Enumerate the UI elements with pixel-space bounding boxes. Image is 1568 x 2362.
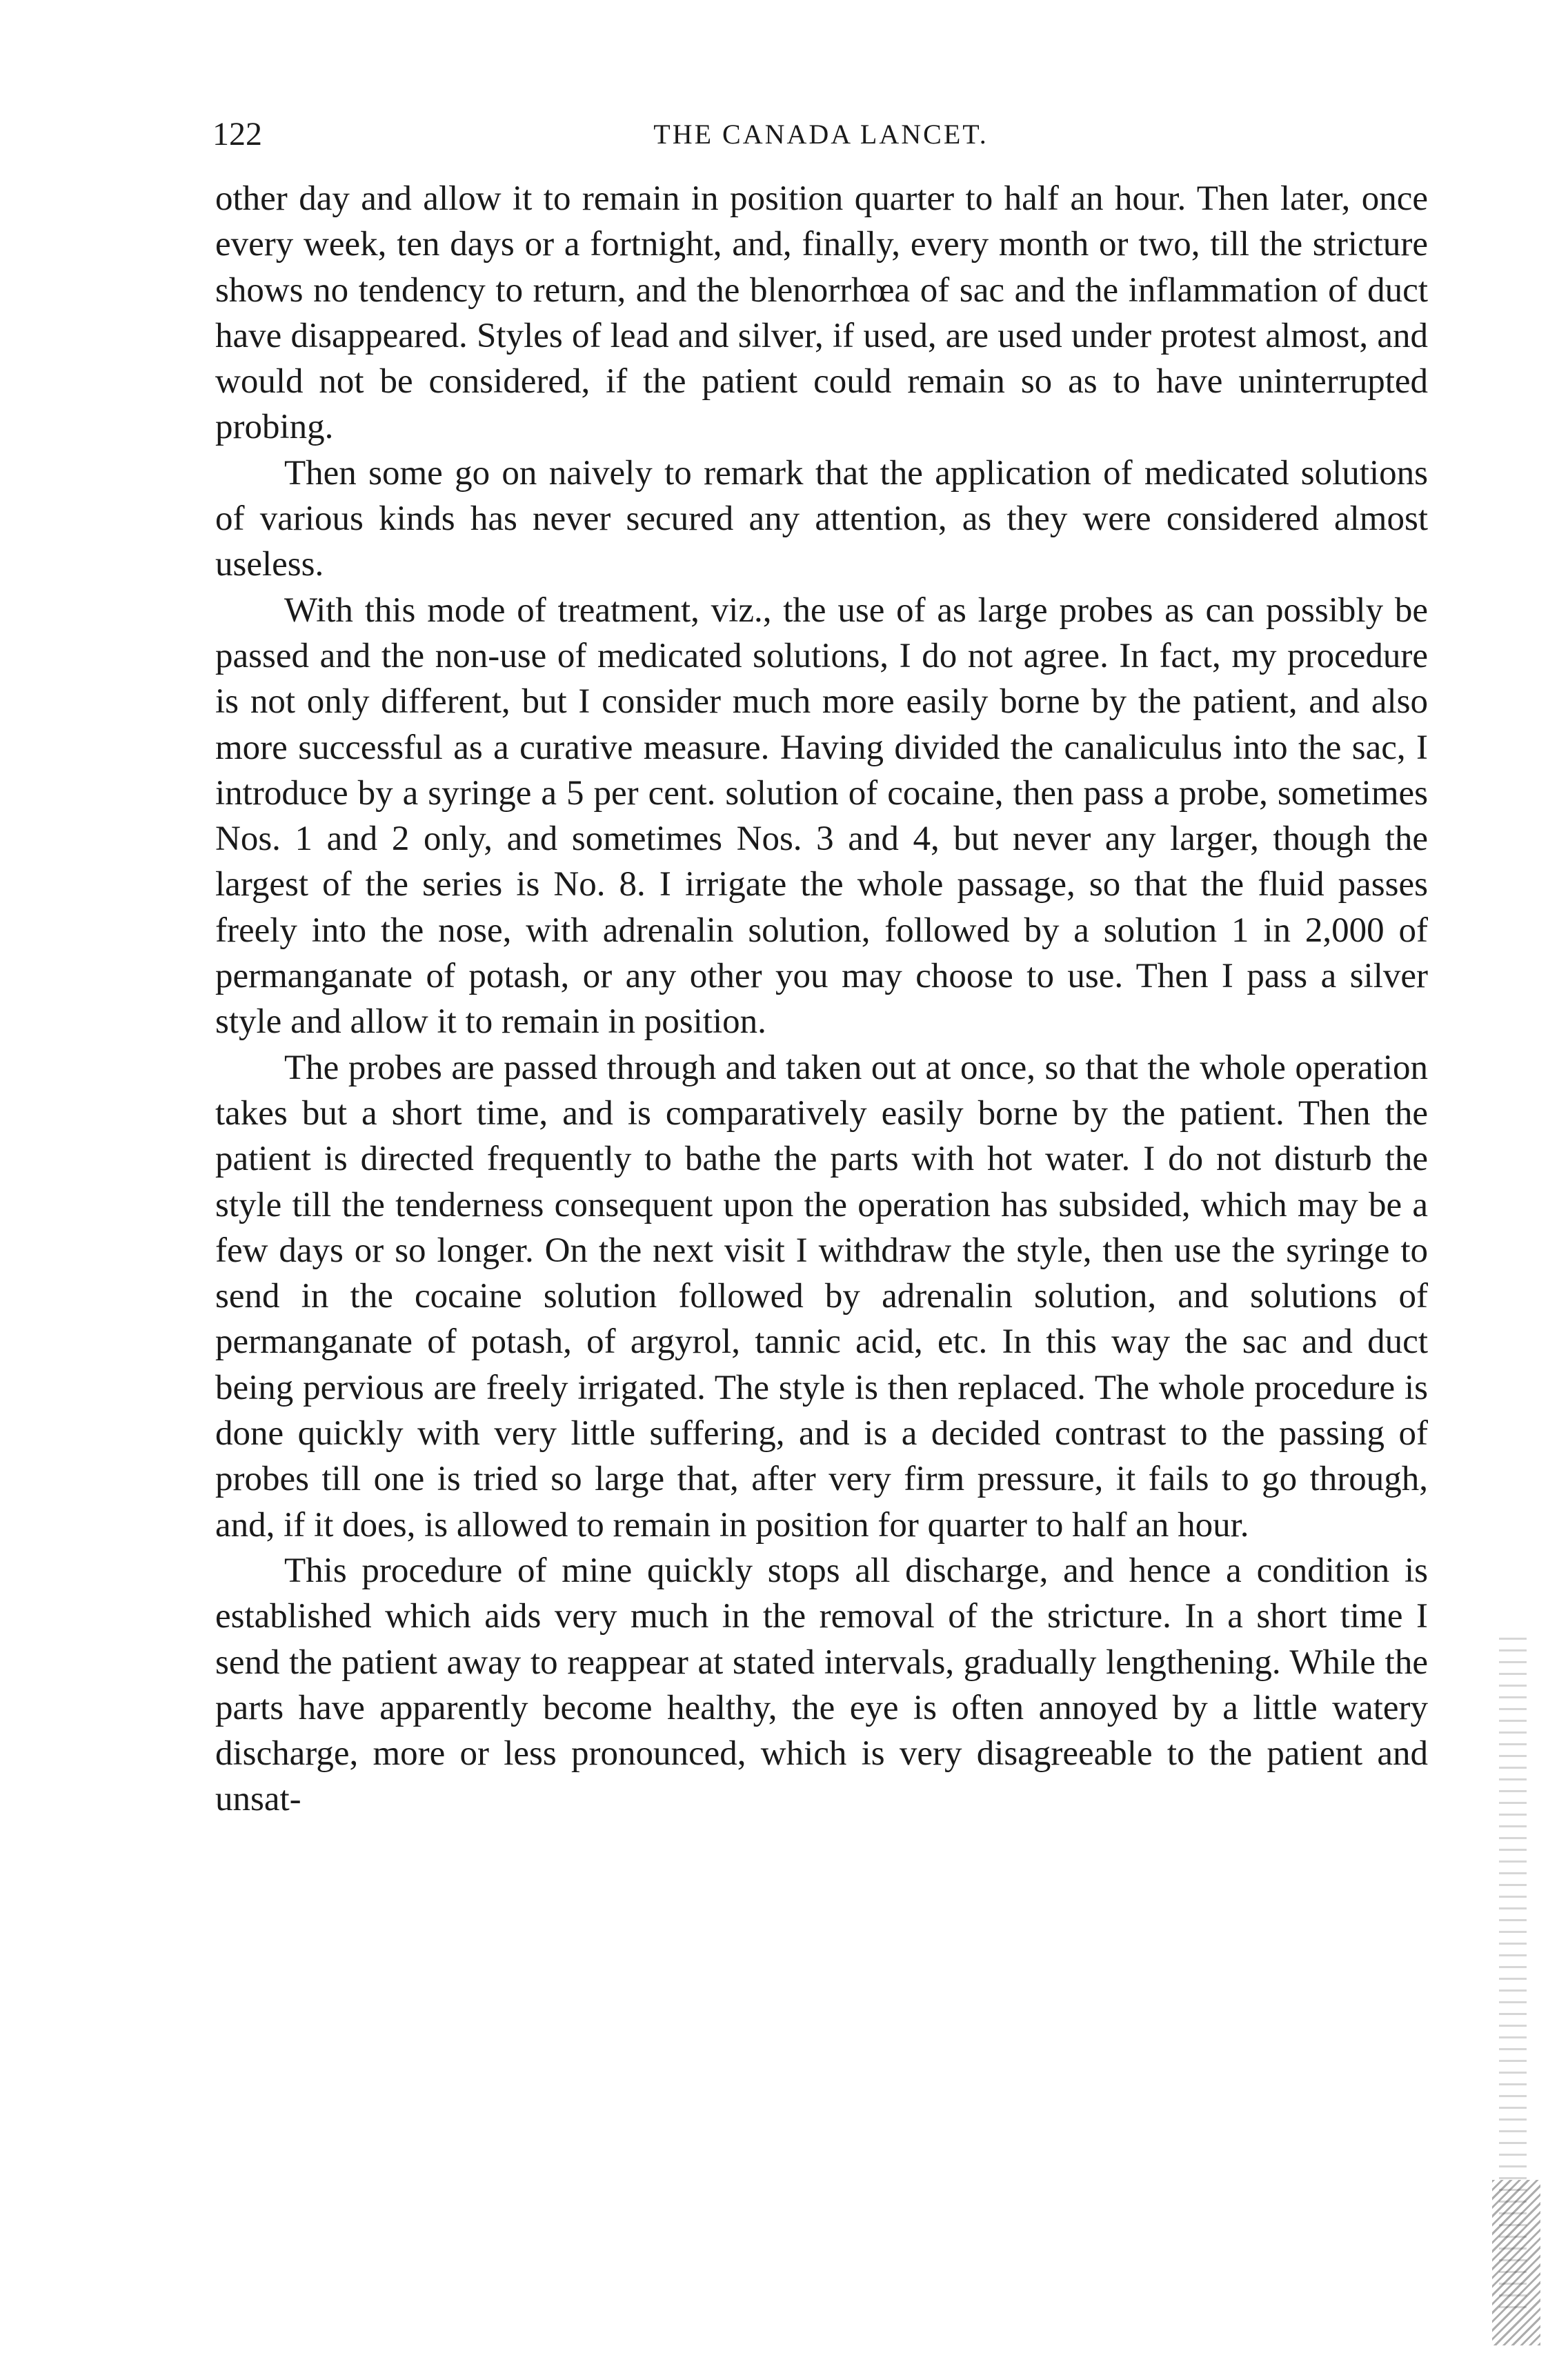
- paragraph-5: This procedure of mine quickly stops all discharge, and hence a condition is established which aids very much in the removal of the stricture. In a short time I send the patient away to reappear at stated intervals, gradually lengthening. While the parts have apparently become healthy, the eye is often annoyed by a little watery discharge, more or less pronounced, which is very disagreeable to the patient and unsat-: [215, 1551, 1428, 1819]
- paragraph-3: With this mode of treatment, viz., the use of as large probes as can possibly be passed and the non-use of medicated solutions, I do not agree. In fact, my procedure is not only different, but I consider much more easily borne by the patient, and also more successful as a curative measure. Having divided the canaliculus into the sac, I introduce by a syringe a 5 per cent. solution of cocaine, then pass a probe, sometimes Nos. 1 and 2 only, and sometimes Nos. 3 and 4, but never any larger, though the largest of the series is No. 8. I irrigate the whole passage, so that the fluid passes freely into the nose, with adrenalin solution, followed by a solution 1 in 2,000 of permanganate of potash, or any other you may choose to use. Then I pass a silver style and allow it to remain in position.: [215, 590, 1428, 1042]
- paragraph-2: Then some go on naively to remark that the application of medicated solutions of various kinds has never secured any attention, as they were considered almost useless.: [215, 453, 1428, 584]
- journal-title: THE CANADA LANCET.: [653, 119, 989, 150]
- scan-edge-artifact-dense: [1492, 2180, 1540, 2345]
- running-head: [207, 110, 1435, 159]
- paragraph-1: other day and allow it to remain in position quarter to half an hour. Then later, once every week, ten days or a fortnight, and, finally, every month or two, till the stricture shows no tendency to return, and the blenorrhœa of sac and the inflammation of duct have disappeared. Styles of lead and silver, if used, are used under protest almost, and would not be considered, if the patient could remain so as to have uninterrupted probing.: [215, 179, 1428, 447]
- body-text: [215, 176, 1428, 1823]
- paragraph-4: The probes are passed through and taken out at once, so that the whole operation takes but a short time, and is comparatively easily borne by the patient. Then the patient is directed frequently to bathe the parts with hot water. I do not disturb the style till the tenderness consequent upon the operation has subsided, which may be a few days or so longer. On the next visit I withdraw the style, then use the syringe to send in the cocaine solution followed by adrenalin solution, and solutions of permanganate of potash, of argyrol, tannic acid, etc. In this way the sac and duct being pervious are freely irrigated. The style is then replaced. The whole procedure is done quickly with very little suffering, and is a decided contrast to the passing of probes till one is tried so large that, after very firm pressure, it fails to go through, and, if it does, is allowed to remain in position for quarter to half an hour.: [215, 1048, 1428, 1545]
- page-number: 122: [212, 116, 262, 152]
